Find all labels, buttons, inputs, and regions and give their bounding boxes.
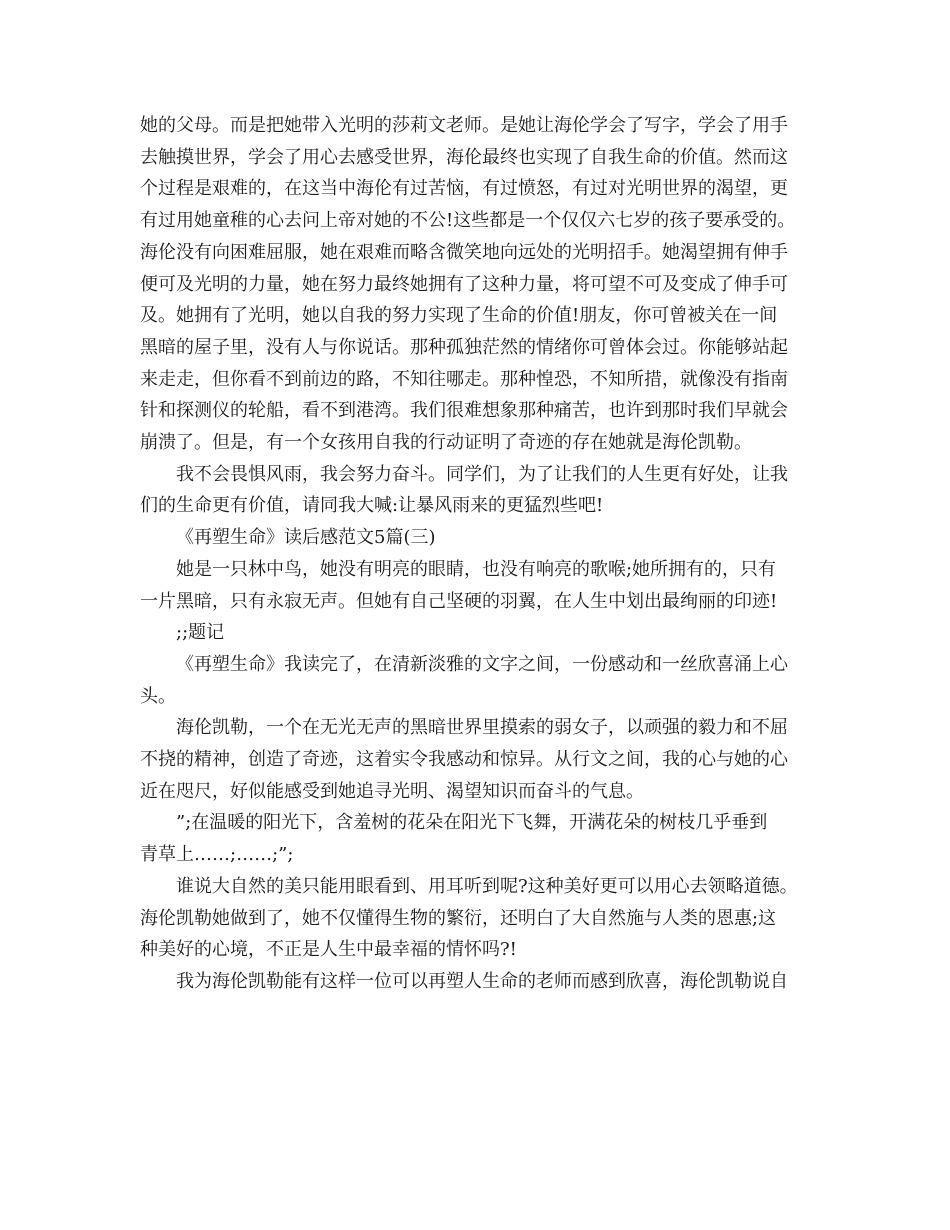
paragraph-start-line: 我为海伦凯勒能有这样一位可以再塑人生命的老师而感到欣喜，海伦凯勒说自 bbox=[176, 970, 788, 992]
text-line: 来走走，但你看不到前边的路，不知往哪走。那种惶恐，不知所措，就像没有指南 bbox=[140, 368, 788, 390]
section-heading: 《再塑生命》读后感范文5篇(三) bbox=[176, 527, 436, 549]
text-line: 崩溃了。但是，有一个女孩用自我的行动证明了奇迹的存在她就是海伦凯勒。 bbox=[140, 432, 752, 454]
text-line: 有过用她童稚的心去问上帝对她的不公!这些都是一个仅仅六七岁的孩子要承受的。 bbox=[140, 210, 796, 232]
text-line: 种美好的心境，不正是人生中最幸福的情怀吗?! bbox=[140, 939, 517, 961]
text-line: 一片黑暗，只有永寂无声。但她有自己坚硬的羽翼，在人生中划出最绚丽的印迹! bbox=[140, 590, 778, 612]
text-line: 黑暗的屋子里，没有人与你说话。那种孤独茫然的情绪你可曾体会过。你能够站起 bbox=[140, 336, 788, 358]
quote-start-line: ”;在温暖的阳光下，含羞树的花朵在阳光下飞舞，开满花朵的树枝几乎垂到 bbox=[176, 812, 768, 834]
text-line: 头。 bbox=[140, 685, 176, 707]
text-line: 不挠的精神，创造了奇迹，这着实令我感动和惊异。从行文之间，我的心与她的心 bbox=[140, 749, 788, 771]
document-body bbox=[140, 110, 840, 998]
text-line: 她的父母。而是把她带入光明的莎莉文老师。是她让海伦学会了写字，学会了用手 bbox=[140, 115, 788, 136]
text-line: 及。她拥有了光明，她以自我的努力实现了生命的价值!朋友，你可曾被关在一间 bbox=[140, 305, 778, 327]
text-line: 便可及光明的力量，她在努力最终她拥有了这种力量，将可望不可及变成了伸手可 bbox=[140, 273, 788, 295]
paragraph-start-line: 我不会畏惧风雨，我会努力奋斗。同学们，为了让我们的人生更有好处，让我 bbox=[176, 463, 788, 485]
text-line: 针和探测仪的轮船，看不到港湾。我们很难想象那种痛苦，也许到那时我们早就会 bbox=[140, 400, 788, 422]
text-line: 个过程是艰难的，在这当中海伦有过苦恼，有过愤怒，有过对光明世界的渴望，更 bbox=[140, 178, 788, 200]
text-line: 近在咫尺，好似能感受到她追寻光明、渴望知识而奋斗的气息。 bbox=[140, 780, 644, 802]
text-line: 去触摸世界，学会了用心去感受世界，海伦最终也实现了自我生命的价值。然而这 bbox=[140, 146, 788, 168]
paragraph-start-line: 海伦凯勒，一个在无光无声的黑暗世界里摸索的弱女子，以顽强的毅力和不屈 bbox=[176, 717, 788, 739]
text-line: 青草上……;……;”; bbox=[140, 844, 294, 866]
paragraph-start-line: 《再塑生命》我读完了，在清新淡雅的文字之间，一份感动和一丝欣喜涌上心 bbox=[176, 653, 788, 675]
text-line: 海伦凯勒她做到了，她不仅懂得生物的繁衍，还明白了大自然施与人类的恩惠;这 bbox=[140, 907, 777, 929]
paragraph-start-line: 谁说大自然的美只能用眼看到、用耳听到呢?这种美好更可以用心去领略道德。 bbox=[176, 875, 798, 897]
text-line: 海伦没有向困难屈服，她在艰难而略含微笑地向远处的光明招手。她渴望拥有伸手 bbox=[140, 241, 788, 263]
paragraph-start-line: 她是一只林中鸟，她没有明亮的眼睛，也没有响亮的歌喉;她所拥有的，只有 bbox=[176, 558, 777, 580]
epigraph-attribution: ;;题记 bbox=[176, 622, 225, 644]
text-line: 们的生命更有价值，请同我大喊:让暴风雨来的更猛烈些吧! bbox=[140, 495, 604, 517]
